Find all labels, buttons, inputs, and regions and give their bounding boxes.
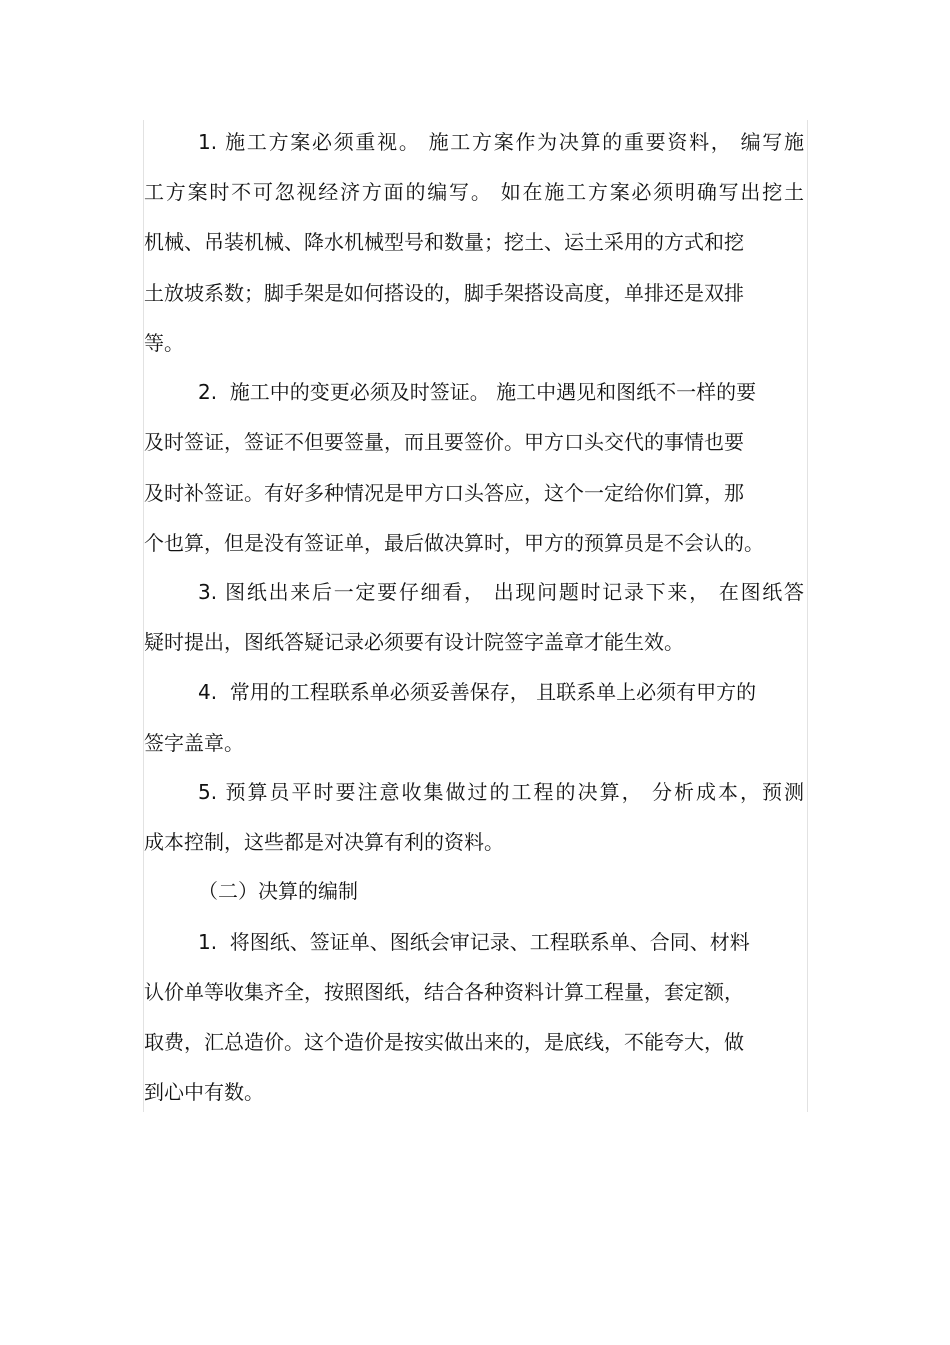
text-line: 1. 施工方案必须重视。 施工方案作为决算的重要资料， 编写施 — [198, 130, 804, 154]
right-margin-line — [807, 120, 808, 1112]
text-line: 到心中有数。 — [144, 1080, 264, 1104]
text-line: 取费，汇总造价。这个造价是按实做出来的，是底线，不能夸大，做 — [144, 1030, 744, 1054]
text-line: 个也算，但是没有签证单，最后做决算时，甲方的预算员是不会认的。 — [144, 531, 764, 555]
text-line: 及时补签证。有好多种情况是甲方口头答应，这个一定给你们算，那 — [144, 481, 744, 505]
text-line: 1. 将图纸、签证单、图纸会审记录、工程联系单、合同、材料 — [198, 930, 750, 954]
left-margin-line — [143, 120, 144, 1112]
section-heading: （二）决算的编制 — [198, 879, 358, 903]
text-line: 5. 预算员平时要注意收集做过的工程的决算， 分析成本，预测 — [198, 780, 804, 804]
text-line: 工方案时不可忽视经济方面的编写。 如在施工方案必须明确写出挖土 — [144, 180, 804, 204]
text-line: 土放坡系数；脚手架是如何搭设的，脚手架搭设高度，单排还是双排 — [144, 281, 744, 305]
text-line: 签字盖章。 — [144, 731, 244, 755]
text-line: 认价单等收集齐全，按照图纸，结合各种资料计算工程量，套定额， — [144, 980, 744, 1004]
text-line: 4. 常用的工程联系单必须妥善保存， 且联系单上必须有甲方的 — [198, 680, 757, 704]
text-line: 3. 图纸出来后一定要仔细看， 出现问题时记录下来， 在图纸答 — [198, 580, 804, 604]
text-line: 成本控制，这些都是对决算有利的资料。 — [144, 830, 504, 854]
text-line: 疑时提出，图纸答疑记录必须要有设计院签字盖章才能生效。 — [144, 630, 684, 654]
text-line: 机械、吊装机械、降水机械型号和数量；挖土、运土采用的方式和挖 — [144, 230, 744, 254]
text-line: 等。 — [144, 331, 184, 355]
text-line: 2. 施工中的变更必须及时签证。 施工中遇见和图纸不一样的要 — [198, 380, 757, 404]
text-line: 及时签证，签证不但要签量，而且要签价。甲方口头交代的事情也要 — [144, 430, 744, 454]
